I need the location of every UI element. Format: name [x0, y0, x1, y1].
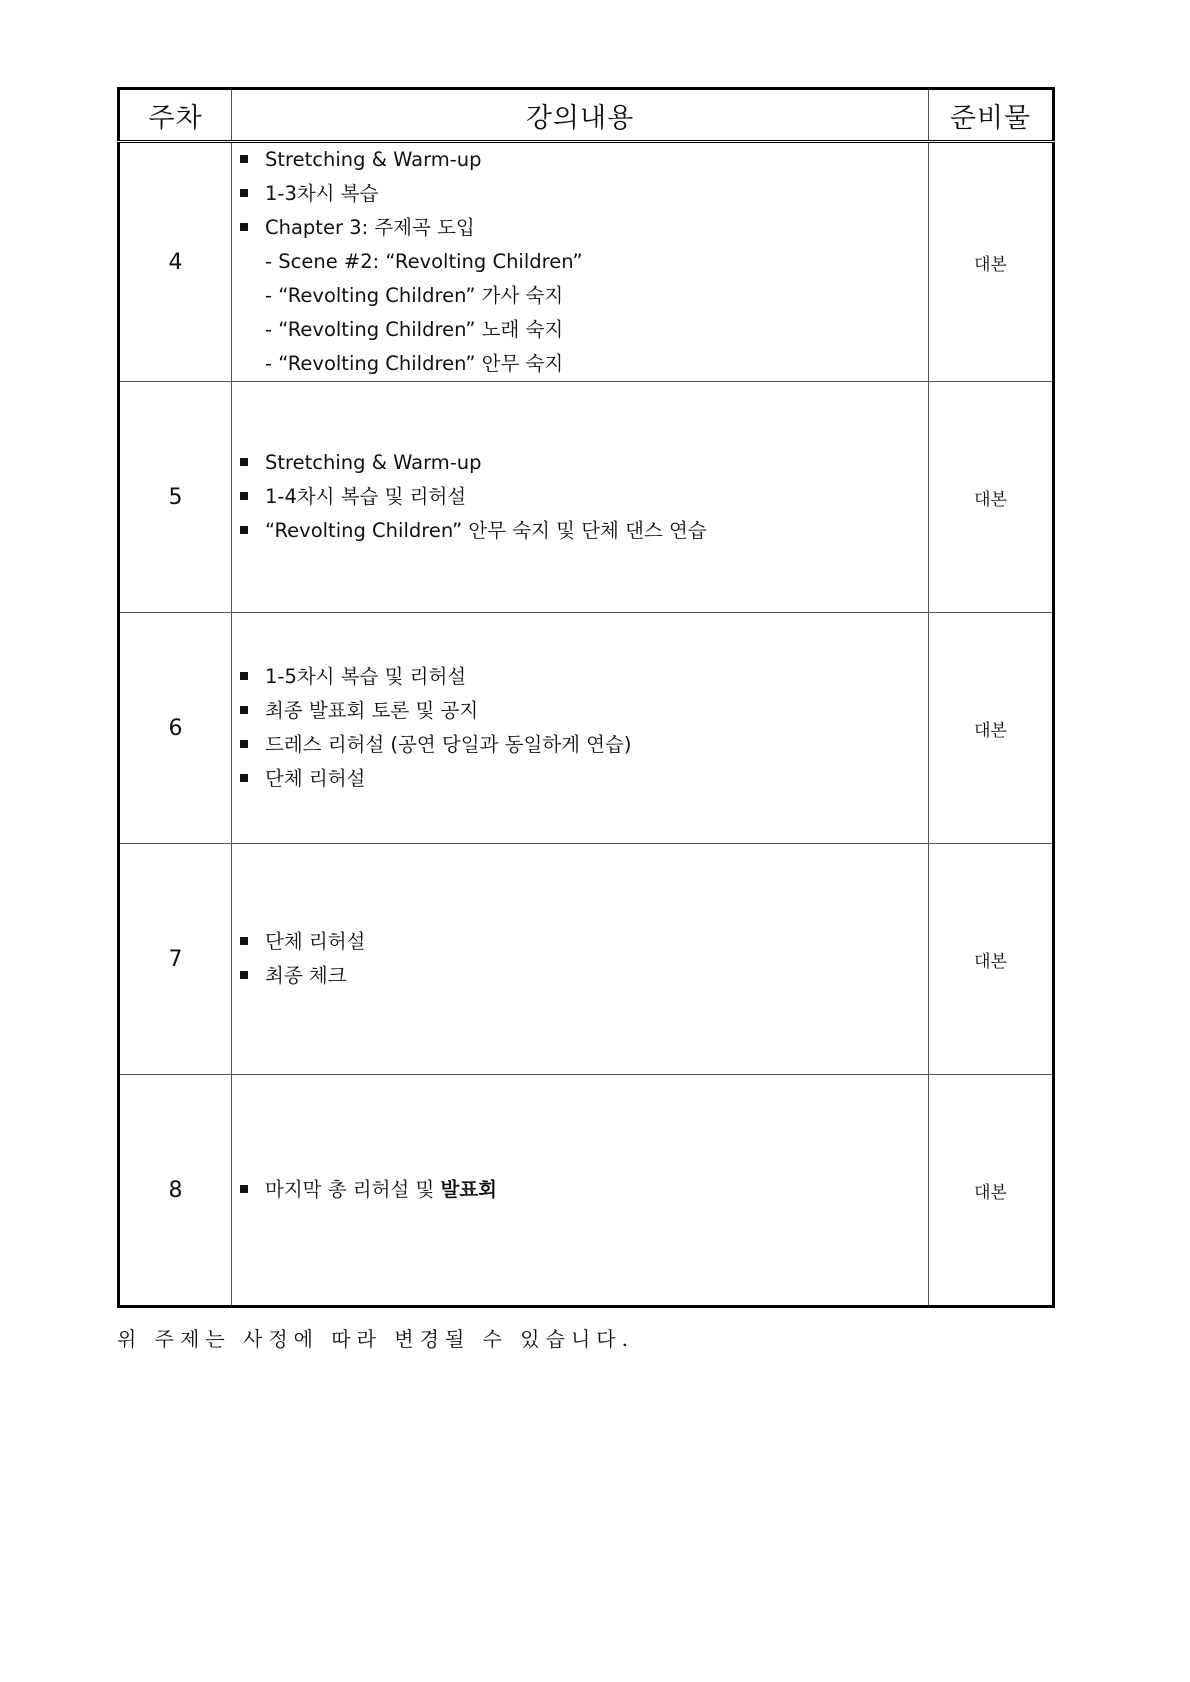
table-row: [119, 1075, 1054, 1307]
content-list: [240, 1173, 928, 1207]
sub-list-item: - Scene #2: “Revolting Children”: [265, 250, 583, 273]
header-materials: 준비물: [929, 89, 1054, 142]
schedule-rows: [119, 142, 1054, 1307]
list-item-text: 단체 리허설: [265, 767, 366, 790]
materials: 대본: [929, 613, 1054, 844]
square-bullet-icon: [240, 1185, 248, 1193]
lecture-content: [232, 613, 929, 844]
content-list: [240, 143, 928, 381]
list-item: [240, 177, 928, 211]
footnote: 위 주제는 사정에 따라 변경될 수 있습니다.: [117, 1327, 634, 1351]
table-row: [119, 142, 1054, 382]
square-bullet-icon: [240, 740, 248, 748]
square-bullet-icon: [240, 937, 248, 945]
content-list: [240, 660, 928, 796]
list-item-text: 마지막 총 리허설 및: [265, 1178, 441, 1201]
list-item-text: 최종 체크: [265, 964, 347, 987]
table-row: [119, 844, 1054, 1075]
list-item-text: 최종 발표회 토론 및 공지: [265, 699, 479, 722]
list-item: [240, 480, 928, 514]
square-bullet-icon: [240, 971, 248, 979]
lecture-content: [232, 1075, 929, 1307]
square-bullet-icon: [240, 706, 248, 714]
square-bullet-icon: [240, 774, 248, 782]
list-item: [240, 1173, 928, 1207]
list-item: [240, 143, 928, 177]
materials: 대본: [929, 142, 1054, 382]
list-item-text: 드레스 리허설 (공연 당일과 동일하게 연습): [265, 733, 632, 756]
list-item-text: Stretching & Warm-up: [265, 451, 482, 474]
list-item: [240, 728, 928, 762]
list-item-text: “Revolting Children” 안무 숙지 및 단체 댄스 연습: [265, 519, 707, 542]
lecture-content: [232, 142, 929, 382]
list-item: [240, 694, 928, 728]
header-content: 강의내용: [232, 89, 929, 142]
list-item-text: 1-4차시 복습 및 리허설: [265, 485, 467, 508]
materials: 대본: [929, 1075, 1054, 1307]
table-row: [119, 382, 1054, 613]
materials: 대본: [929, 844, 1054, 1075]
square-bullet-icon: [240, 672, 248, 680]
list-item-text: 1-3차시 복습: [265, 182, 379, 205]
schedule-table: [117, 87, 1055, 1308]
square-bullet-icon: [240, 526, 248, 534]
week-number: 4: [119, 142, 232, 382]
list-item: [240, 762, 928, 796]
sub-list-item: - “Revolting Children” 안무 숙지: [265, 352, 564, 375]
square-bullet-icon: [240, 223, 248, 231]
square-bullet-icon: [240, 155, 248, 163]
list-item-emphasis: 발표회: [440, 1178, 498, 1201]
header-week: 주차: [119, 89, 232, 142]
list-item-text: Stretching & Warm-up: [265, 148, 482, 171]
list-item: [240, 959, 928, 993]
list-item-text: Chapter 3: 주제곡 도입: [265, 216, 475, 239]
sub-list-item: - “Revolting Children” 노래 숙지: [265, 318, 564, 341]
content-list: [240, 446, 928, 548]
list-item: [240, 925, 928, 959]
week-number: 8: [119, 1075, 232, 1307]
content-list: [240, 925, 928, 993]
week-number: 6: [119, 613, 232, 844]
list-item-text: 단체 리허설: [265, 930, 366, 953]
week-number: 7: [119, 844, 232, 1075]
list-item: [240, 514, 928, 548]
list-item: [240, 211, 928, 245]
list-item: [240, 660, 928, 694]
header-row: [119, 89, 1054, 142]
sub-list-item: - “Revolting Children” 가사 숙지: [265, 284, 564, 307]
square-bullet-icon: [240, 458, 248, 466]
lecture-content: [232, 382, 929, 613]
square-bullet-icon: [240, 492, 248, 500]
square-bullet-icon: [240, 189, 248, 197]
week-number: 5: [119, 382, 232, 613]
lecture-content: [232, 844, 929, 1075]
materials: 대본: [929, 382, 1054, 613]
table-row: [119, 613, 1054, 844]
list-item: [240, 446, 928, 480]
list-item-text: 1-5차시 복습 및 리허설: [265, 665, 467, 688]
